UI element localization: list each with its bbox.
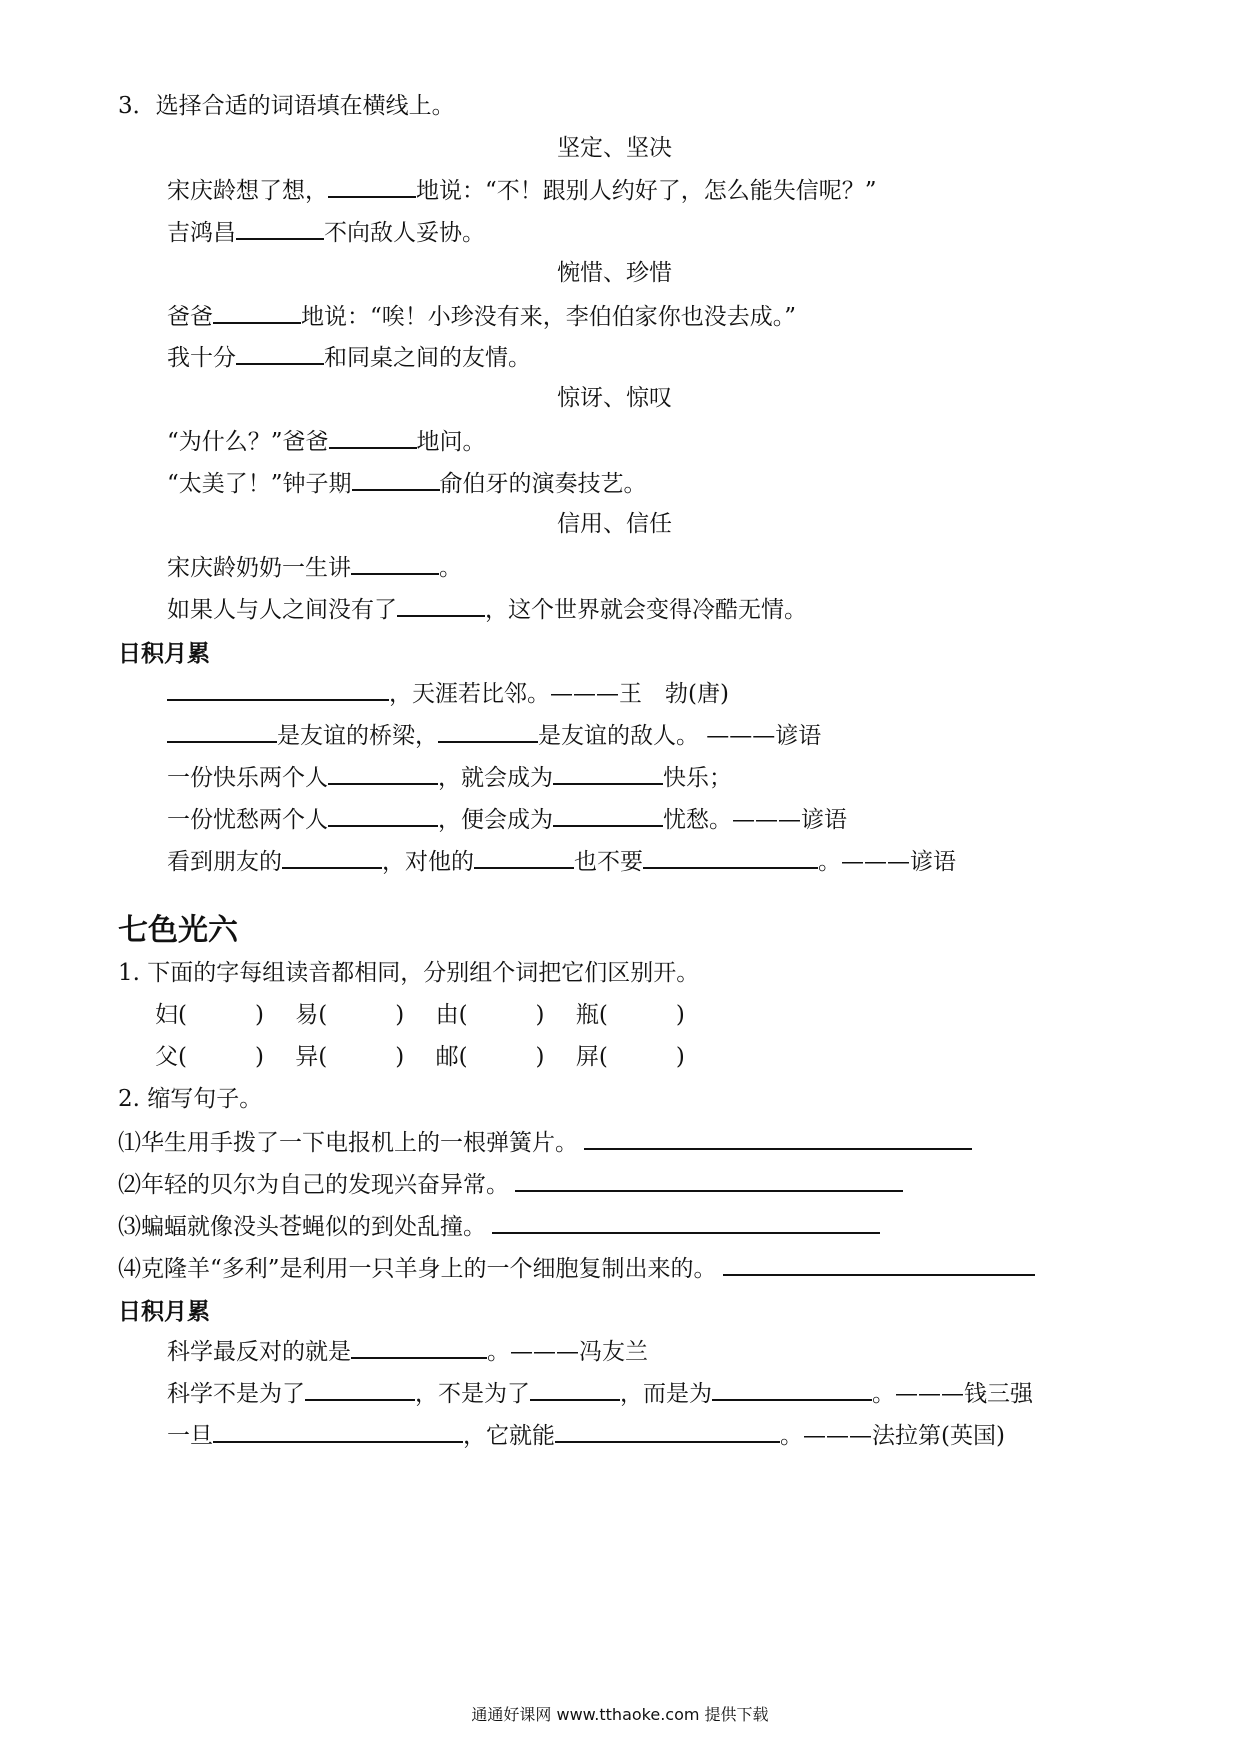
sentence-3-2: “太美了！”钟子期 俞伯牙的演奏技艺。 (167, 465, 647, 501)
answer-blank[interactable] (282, 843, 382, 869)
sentence-3-1: “为什么？”爸爸 地问。 (167, 423, 486, 459)
answer-blank[interactable] (553, 801, 663, 827)
answer-blank[interactable] (712, 1375, 872, 1401)
sentence-1-2: 吉鸿昌 不向敌人妥协。 (167, 214, 485, 250)
answer-blank[interactable] (474, 843, 574, 869)
section-heading-rijiyuelei-2: 日积月累 (118, 1299, 210, 1325)
maxim-2: 科学不是为了 ，不是为了 ，而是为 。———钱三强 (167, 1375, 1033, 1411)
page-footer: 通通好课网 www.tthaoke.com 提供下载 (471, 1705, 769, 1724)
condense-sentence-1: ⑴华生用手拨了一下电报机上的一根弹簧片。 (118, 1124, 972, 1160)
char-row-2: 父( ) 异( ) 邮( ) 屏( ) (155, 1044, 685, 1070)
sentence-2-2: 我十分 和同桌之间的友情。 (167, 339, 531, 375)
sentence-4-1: 宋庆龄奶奶一生讲 。 (167, 549, 462, 585)
answer-blank[interactable] (213, 1417, 463, 1443)
word-pair-3: 惊讶、惊叹 (557, 385, 672, 411)
answer-blank[interactable] (553, 759, 663, 785)
answer-blank[interactable] (213, 298, 301, 324)
word-pair-2: 惋惜、珍惜 (557, 260, 672, 286)
answer-blank[interactable] (328, 759, 438, 785)
maxim-3: 一旦 ，它就能 。———法拉第(英国) (167, 1417, 1005, 1453)
answer-blank[interactable] (492, 1208, 880, 1234)
question-1: 1. 下面的字每组读音都相同，分别组个词把它们区别开。 (118, 960, 700, 986)
condense-sentence-3: ⑶蝙蝠就像没头苍蝇似的到处乱撞。 (118, 1208, 880, 1244)
answer-blank[interactable] (305, 1375, 415, 1401)
answer-blank[interactable] (643, 843, 818, 869)
answer-blank[interactable] (555, 1417, 780, 1443)
answer-blank[interactable] (351, 549, 439, 575)
answer-blank[interactable] (236, 339, 324, 365)
answer-blank[interactable] (328, 801, 438, 827)
answer-blank[interactable] (167, 675, 389, 701)
section-title: 七色光六 (118, 913, 238, 948)
answer-blank[interactable] (351, 1333, 487, 1359)
word-pair-1: 坚定、坚决 (557, 135, 672, 161)
section-heading-rijiyuelei-1: 日积月累 (118, 641, 210, 667)
sentence-4-2: 如果人与人之间没有了 ，这个世界就会变得冷酷无情。 (167, 591, 807, 627)
proverb-4: 一份忧愁两个人 ，便会成为 忧愁。———谚语 (167, 801, 847, 837)
answer-blank[interactable] (723, 1250, 1035, 1276)
answer-blank[interactable] (397, 591, 485, 617)
question-2: 2. 缩写句子。 (118, 1086, 263, 1112)
answer-blank[interactable] (530, 1375, 620, 1401)
proverb-3: 一份快乐两个人 ，就会成为 快乐； (167, 759, 732, 795)
answer-blank[interactable] (329, 423, 417, 449)
maxim-1: 科学最反对的就是 。———冯友兰 (167, 1333, 648, 1369)
sentence-1-1: 宋庆龄想了想， 地说：“不！跟别人约好了，怎么能失信呢？” (167, 172, 877, 208)
answer-blank[interactable] (515, 1166, 903, 1192)
answer-blank[interactable] (236, 214, 324, 240)
word-pair-4: 信用、信任 (557, 511, 672, 537)
char-row-1: 妇( ) 易( ) 由( ) 瓶( ) (155, 1002, 685, 1028)
answer-blank[interactable] (352, 465, 440, 491)
condense-sentence-2: ⑵年轻的贝尔为自己的发现兴奋异常。 (118, 1166, 903, 1202)
condense-sentence-4: ⑷克隆羊“多利”是利用一只羊身上的一个细胞复制出来的。 (118, 1250, 1035, 1286)
answer-blank[interactable] (167, 717, 277, 743)
proverb-2: 是友谊的桥梁， 是友谊的敌人。 ———谚语 (167, 717, 821, 753)
answer-blank[interactable] (584, 1124, 972, 1150)
proverb-5: 看到朋友的 ，对他的 也不要 。———谚语 (167, 843, 956, 879)
answer-blank[interactable] (328, 172, 416, 198)
sentence-2-1: 爸爸 地说：“唉！小珍没有来，李伯伯家你也没去成。” (167, 298, 796, 334)
answer-blank[interactable] (438, 717, 538, 743)
proverb-1: ，天涯若比邻。———王 勃(唐) (167, 675, 729, 711)
question-3: 3．选择合适的词语填在横线上。 (118, 93, 455, 119)
